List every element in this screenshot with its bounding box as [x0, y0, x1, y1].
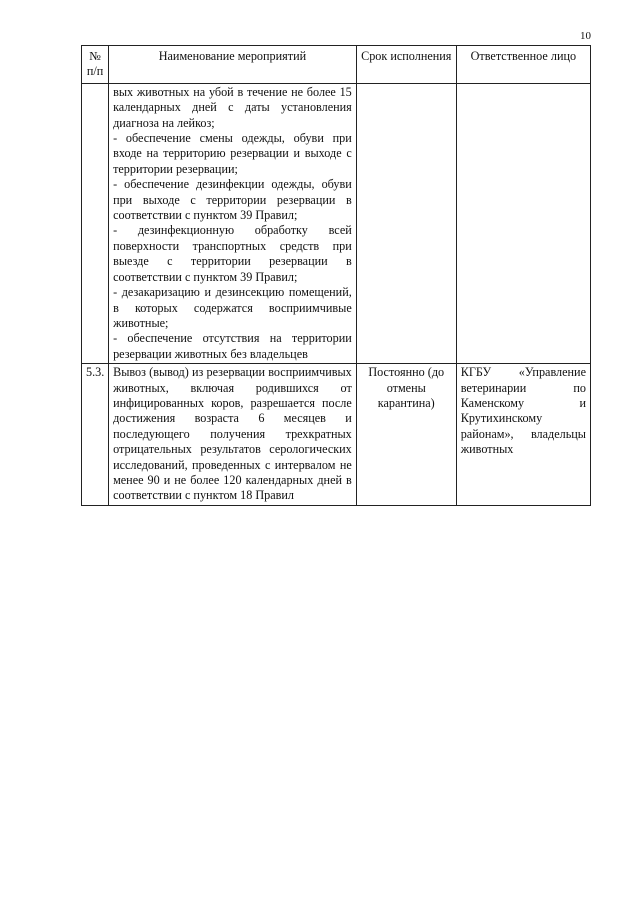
row-responsible [456, 83, 590, 363]
measure-text: вых животных на убой в течение не более 15 календарных дней с даты установления диагноза на лейкоз; [113, 84, 352, 130]
row-num: 5.3. [82, 364, 109, 506]
measure-text: - дезинфекционную обработку всей поверхности транспортных средств при выезде с территории резервации в соответствии с пунктом 39 Правил; [113, 223, 352, 284]
measures-table [81, 45, 591, 506]
row-num [82, 83, 109, 363]
row-responsible [456, 364, 590, 506]
measure-text: - дезакаризацию и дезинсекцию помещений, в которых содержатся восприимчивые животные; [113, 285, 352, 330]
table-row [82, 364, 591, 506]
measure-text: - обеспечение отсутствия на территории резервации животных без владельцев [113, 331, 352, 361]
row-term [356, 83, 456, 363]
header-term: Срок исполнения [356, 46, 456, 84]
measure-text: - обеспечение смены одежды, обуви при входе на территорию резервации и выходе с территории резервации; [113, 131, 352, 176]
measure-text: - обеспечение дезинфекции одежды, обуви при выходе с территории резервации в соответствии с пунктом 39 Правил; [113, 177, 352, 223]
table-row [82, 83, 591, 363]
header-num: № п/п [82, 46, 109, 84]
measure-text: Вывоз (вывод) из резервации восприимчивых животных, включая родившихся от инфицированных коров, разрешается после достижения возраста 6 месяцев и последующего получения трехкратных отрицательных результатов серологических исследований, проведенных с интервалом не менее 90 и не более 120 календарных дней в соответствии с пунктом 18 Правил [113, 365, 352, 503]
row-name [109, 364, 357, 506]
page-number: 10 [580, 30, 591, 42]
row-term: Постоянно (до отмены карантина) [356, 364, 456, 506]
header-responsible: Ответственное лицо [456, 46, 590, 84]
row-name [109, 83, 357, 363]
responsible-text: КГБУ «Управление ветеринарии по Каменскому и Крутихинскому районам», владельцы животных [460, 365, 586, 457]
header-name: Наименование мероприятий [109, 46, 357, 84]
table-header-row [82, 46, 591, 84]
